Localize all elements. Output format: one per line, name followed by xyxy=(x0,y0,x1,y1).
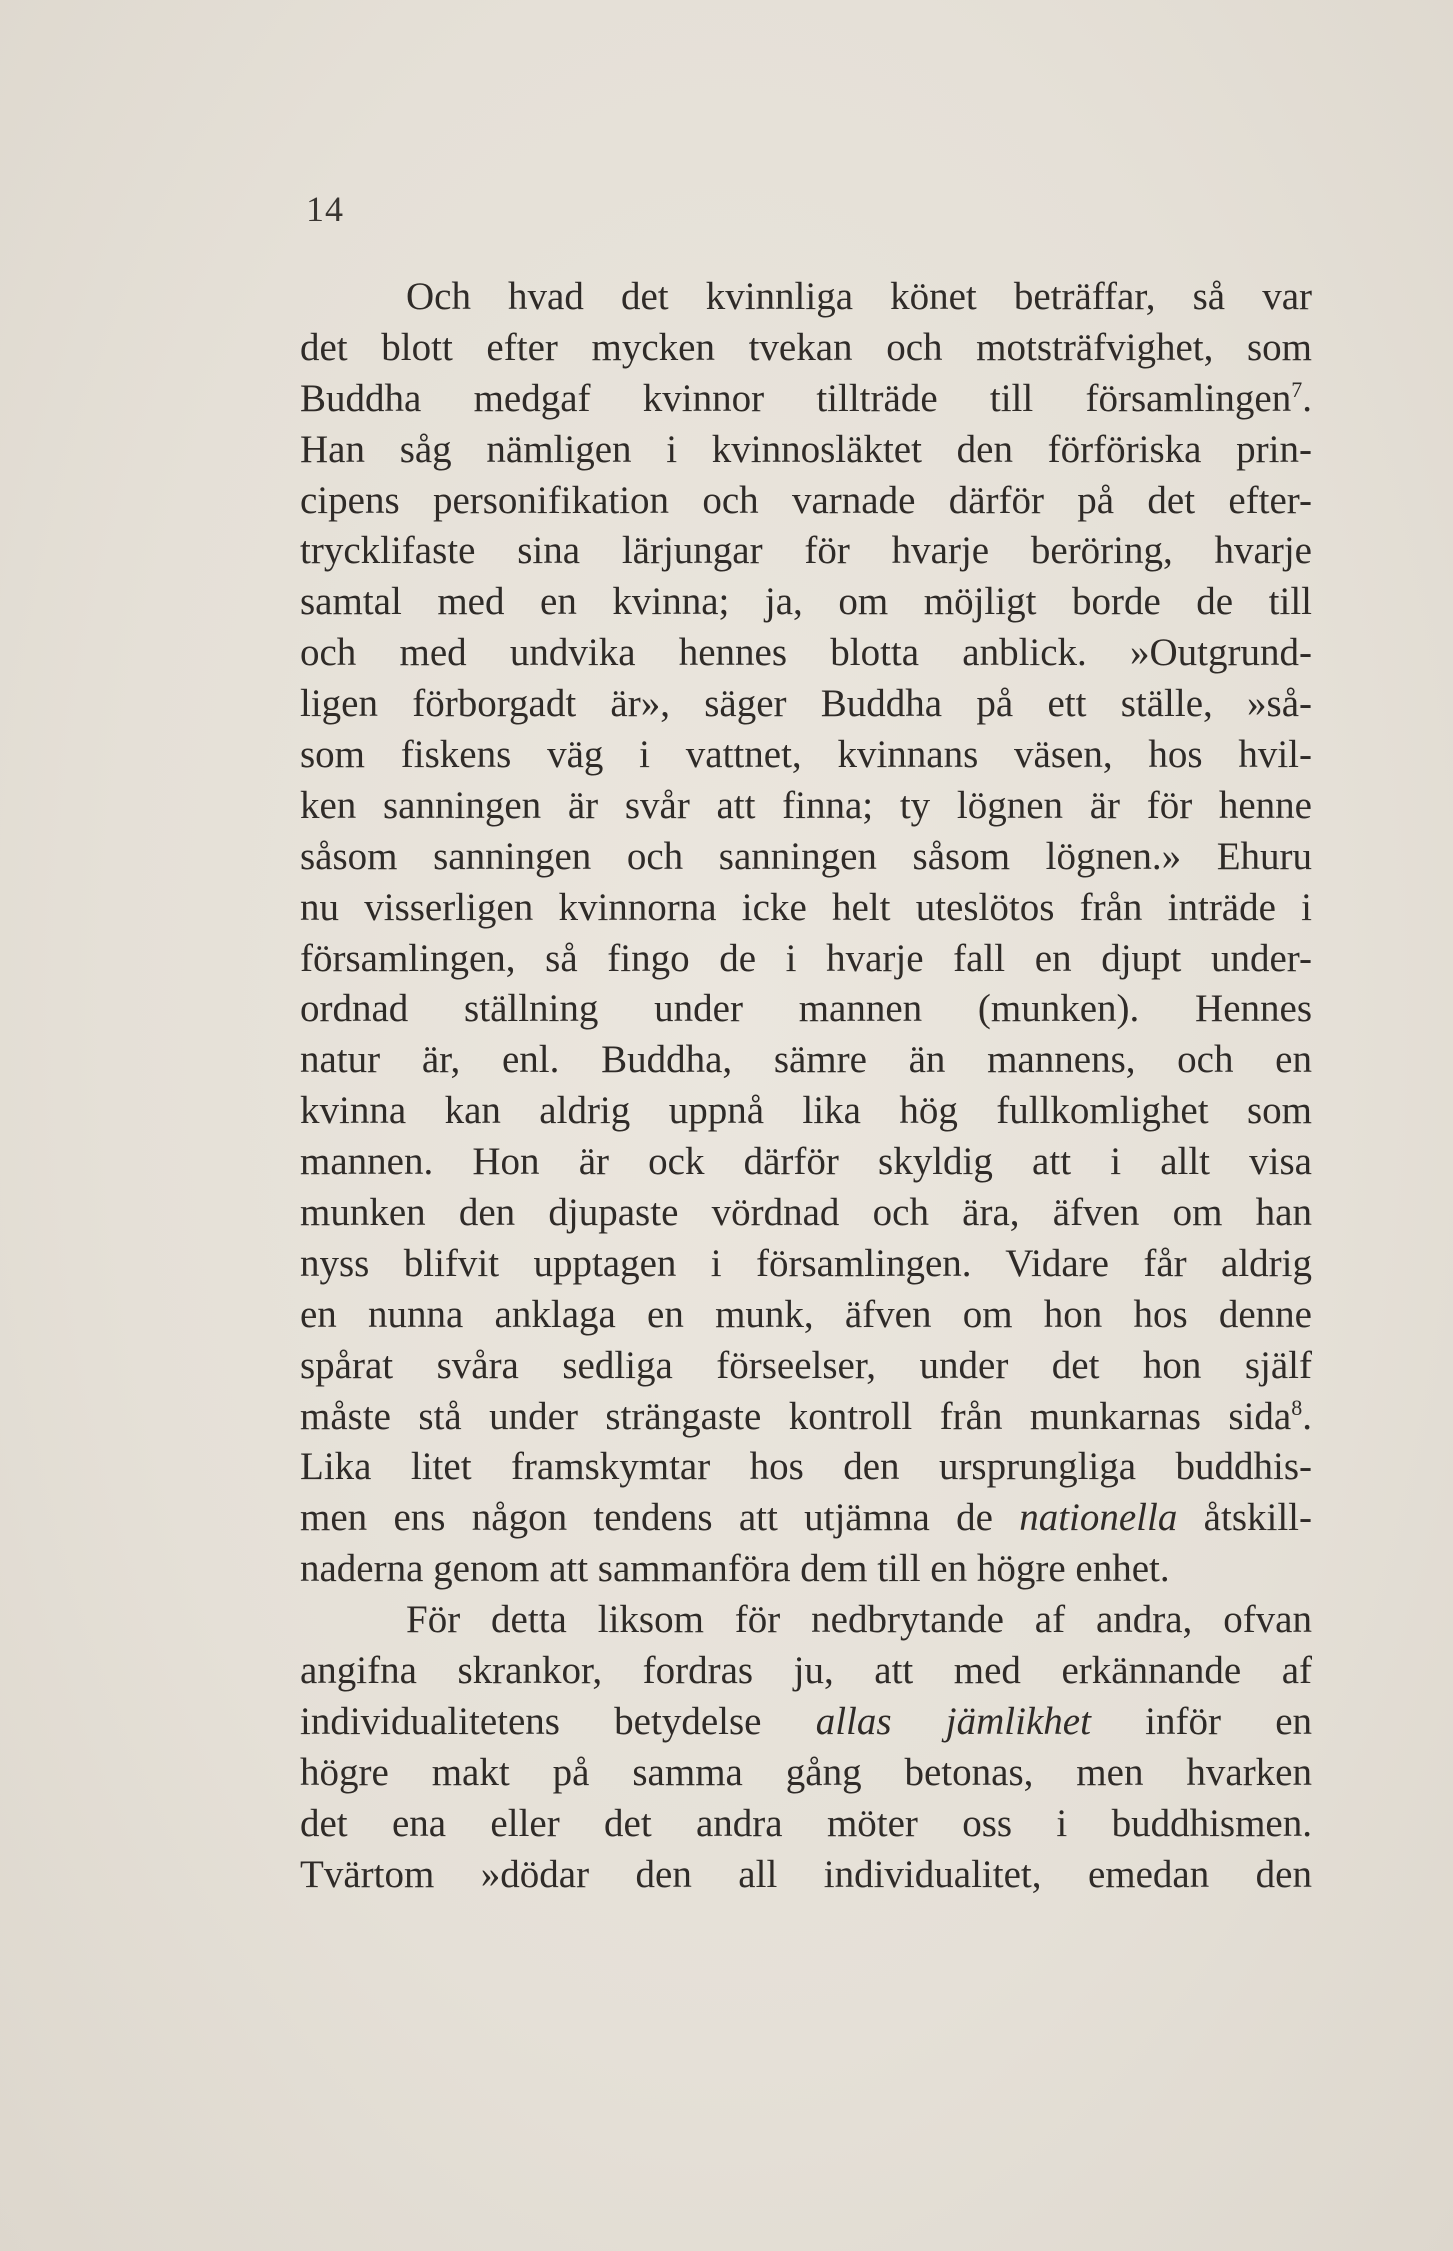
body-text xyxy=(300,272,1312,1901)
text-line: högre makt på samma gång betonas, men hvarken xyxy=(300,1750,1312,1794)
text-line xyxy=(300,374,1312,425)
text-line: församlingen, så fingo de i hvarje fall en djupt under- xyxy=(300,936,1312,980)
text-line: mannen. Hon är ock därför skyldig att i allt visa xyxy=(300,1140,1312,1184)
line-text: måste stå under strängaste kontroll från munkarnas sida xyxy=(300,1394,1292,1438)
footnote-marker: 8 xyxy=(1291,1394,1303,1420)
line-text: men ens någon tendens att utjämna de xyxy=(300,1496,1020,1540)
text-line: trycklifaste sina lärjungar för hvarje beröring, hvarje xyxy=(300,529,1312,573)
text-line: För detta liksom för nedbrytande af andra, ofvan xyxy=(406,1598,1312,1642)
line-text: individualitetens betydelse xyxy=(300,1699,816,1743)
text-line: kvinna kan aldrig uppnå lika hög fullkomlighet som xyxy=(300,1089,1312,1133)
text-line: nyss blifvit upptagen i församlingen. Vidare får aldrig xyxy=(300,1241,1312,1285)
text-line: munken den djupaste vördnad och ära, äfven om han xyxy=(300,1191,1312,1235)
footnote-marker: 7 xyxy=(1291,376,1303,402)
italic-word: nationella xyxy=(1019,1496,1178,1540)
text-line: ligen förborgadt är», säger Buddha på ett ställe, »så- xyxy=(300,682,1312,726)
text-line: en nunna anklaga en munk, äfven om hon hos denne xyxy=(300,1292,1312,1336)
line-text: åtskill- xyxy=(1177,1496,1312,1540)
text-line: Lika litet framskymtar hos den ursprungliga buddhis- xyxy=(300,1445,1312,1489)
text-line: Tvärtom »dödar den all individualitet, emedan den xyxy=(300,1852,1312,1896)
text-line xyxy=(300,1697,1312,1748)
text-line xyxy=(300,1392,1312,1443)
text-line: samtal med en kvinna; ja, om möjligt borde de till xyxy=(300,580,1312,624)
text-line: det ena eller det andra möter oss i buddhismen. xyxy=(300,1801,1312,1845)
italic-word: allas xyxy=(815,1699,892,1743)
text-line: cipens personifikation och varnade därför på det efter- xyxy=(300,478,1312,522)
text-line: det blott efter mycken tvekan och motsträfvighet, som xyxy=(300,325,1312,369)
line-text: Buddha medgaf kvinnor tillträde till församlingen xyxy=(300,376,1292,420)
text-line: Han såg nämligen i kvinnosläktet den förföriska prin- xyxy=(300,427,1312,471)
line-text: inför en xyxy=(1090,1699,1313,1743)
text-line: nu visserligen kvinnorna icke helt uteslötos från inträde i xyxy=(300,885,1312,929)
line-punct: . xyxy=(1302,1394,1312,1438)
text-line: angifna skrankor, fordras ju, att med erkännande af xyxy=(300,1649,1312,1693)
text-line: såsom sanningen och sanningen såsom lögnen.» Ehuru xyxy=(300,834,1312,878)
text-line: som fiskens väg i vattnet, kvinnans väsen, hos hvil- xyxy=(300,733,1312,777)
text-line: Och hvad det kvinnliga könet beträffar, så var xyxy=(406,275,1312,318)
text-line: naderna genom att sammanföra dem till en högre enhet. xyxy=(300,1547,1170,1591)
text-line: natur är, enl. Buddha, sämre än mannens, och en xyxy=(300,1038,1312,1082)
text-line: spårat svåra sedliga förseelser, under det hon själf xyxy=(300,1343,1312,1387)
line-punct: . xyxy=(1302,376,1312,420)
text-line: och med undvika hennes blotta anblick. »Outgrund- xyxy=(300,631,1312,675)
text-line xyxy=(300,1493,1312,1544)
text-line: ken sanningen är svår att finna; ty lögnen är för henne xyxy=(300,783,1312,827)
page-number: 14 xyxy=(306,189,344,229)
text-line: ordnad ställning under mannen (munken). Hennes xyxy=(300,987,1312,1031)
italic-word: jämlikhet xyxy=(945,1699,1091,1743)
